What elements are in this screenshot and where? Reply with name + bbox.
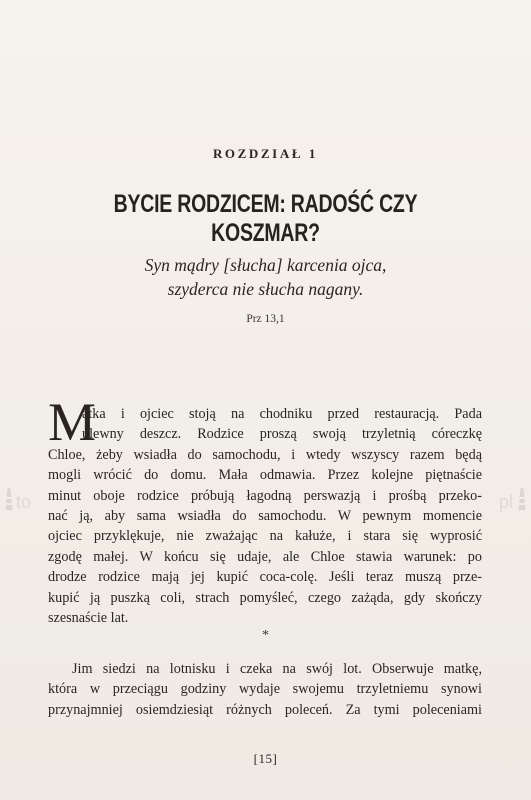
section-separator: *	[262, 628, 269, 643]
text-line: szesnaście lat.	[48, 609, 129, 626]
lighthouse-icon	[517, 486, 527, 512]
text-line: drodze rodzice mają jej kupić coca-colę. Jeśli teraz muszą prze-	[48, 569, 482, 586]
text-line: Jim siedzi na lotnisku i czeka na swój lot. Obserwuje matkę,	[72, 661, 482, 677]
epigraph-reference: Prz 13,1	[246, 313, 285, 325]
epigraph	[0, 253, 531, 301]
text-line: ulewny deszcz. Rodzice proszą swoją trzyletnią córeczkę	[82, 426, 482, 443]
text-line: ojciec przyklękuje, nie zważając na kałuże, i stara się wyprosić	[48, 528, 482, 545]
text-line: atka i ojciec stoją na chodniku przed restauracją. Pada	[82, 406, 482, 422]
text-line: Chloe, żeby wsiadła do samochodu, i wtedy wszyscy razem będą	[48, 446, 482, 463]
text-line: minut oboje rodzice próbują łagodną perswazją i prośbą przeko-	[48, 487, 482, 504]
text-line: kupić ją puszką coli, strach pomyśleć, czego zażąda, gdy skończy	[48, 589, 482, 606]
text-line: zgodę małej. W końcu się udaje, ale Chloe stawia warunek: po	[48, 548, 482, 565]
paragraph-1	[48, 404, 482, 628]
epigraph-line: Syn mądry [słucha] karcenia ojca,	[144, 255, 387, 275]
page-number: [15]	[253, 751, 278, 766]
drop-cap: M	[48, 392, 97, 452]
text-line: nać ją, aby sama wsiadła do samochodu. W pewnym momencie	[48, 507, 482, 524]
chapter-label: ROZDZIAŁ 1	[212, 146, 319, 161]
epigraph-line: szyderca nie słucha nagany.	[167, 279, 364, 299]
text-line: która w przeciągu godziny wydaje swojemu trzyletniemu synowi	[48, 681, 482, 698]
watermark-text-left: to	[16, 492, 32, 512]
paragraph-2	[48, 659, 482, 720]
text-line: mogli wrócić do domu. Mała odmawia. Przez kolejne piętnaście	[48, 467, 482, 484]
watermark-text-right: pl	[498, 492, 513, 512]
chapter-title: BYCIE RODZICEM: RADOŚĆ CZY KOSZMAR?	[113, 190, 418, 247]
text-line: przynajmniej osiemdziesiąt różnych poleceń. Za tymi poleceniami	[48, 701, 482, 718]
lighthouse-icon	[4, 486, 14, 512]
